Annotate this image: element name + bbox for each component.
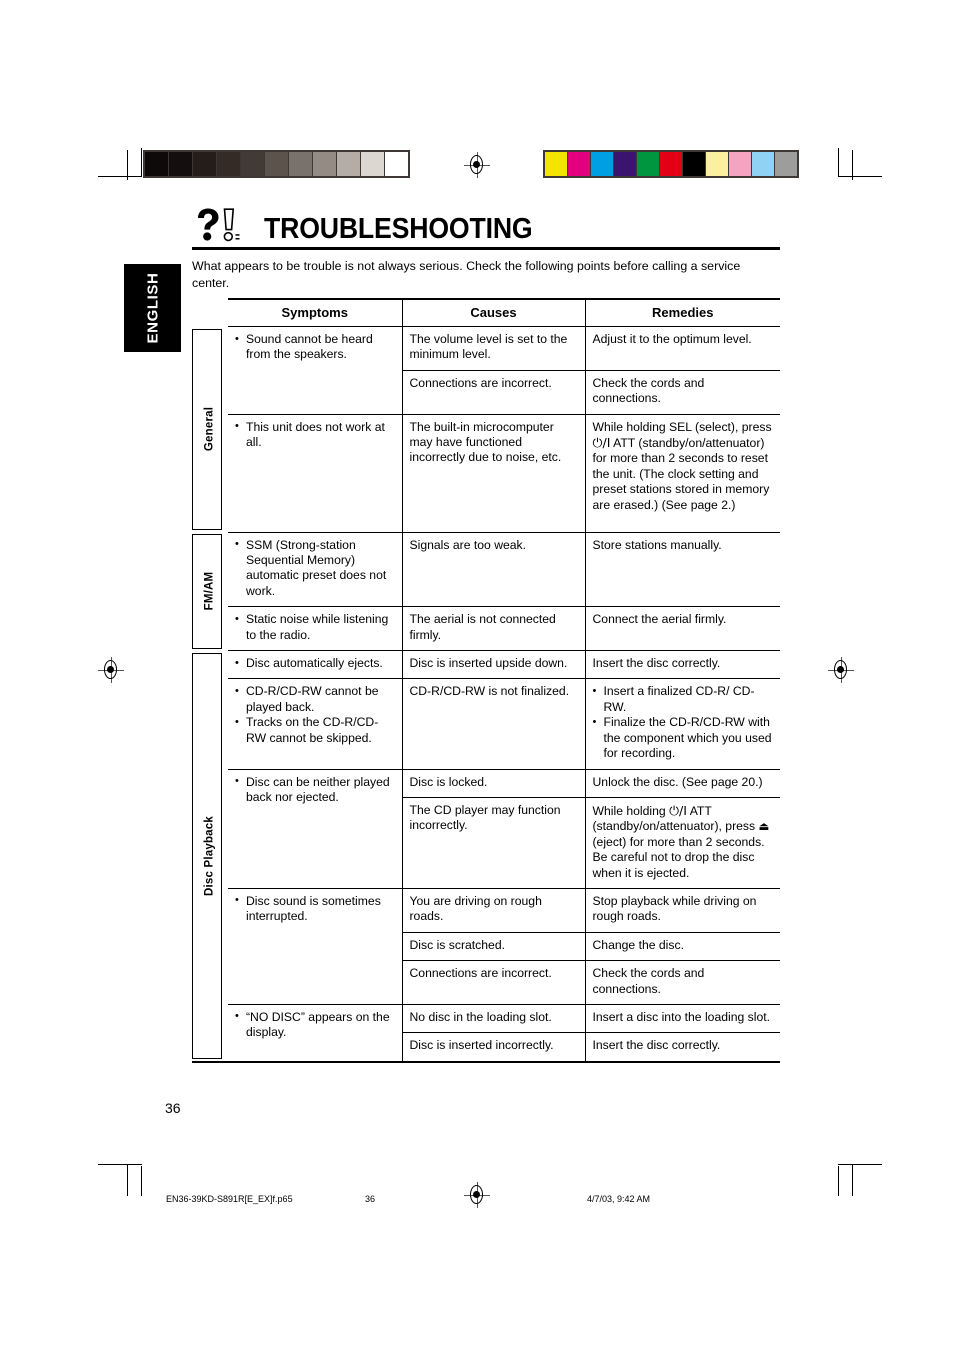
symptom-cell <box>228 414 402 532</box>
page-number: 36 <box>165 1100 181 1116</box>
troubleshooting-table-wrap <box>192 298 780 1063</box>
standby-power-icon: ⏻/I <box>669 802 687 818</box>
remedy-cell: Check the cords and connections. <box>585 961 780 1005</box>
remedy-cell: Store stations manually. <box>585 532 780 607</box>
cause-cell: The volume level is set to the minimum level. <box>402 327 585 371</box>
symptom-item: • Static noise while listening to the radio. <box>235 612 395 643</box>
cause-cell: The aerial is not connected firmly. <box>402 607 585 651</box>
troubleshooting-table <box>192 298 780 1061</box>
footer-file-slug: EN36-39KD-S891R[E_EX]f.p65 <box>166 1194 293 1204</box>
crop-mark-bottom-right-bleed <box>852 1164 853 1196</box>
cause-cell: Disc is scratched. <box>402 932 585 960</box>
table-row <box>192 1004 780 1032</box>
registration-mark-bottom <box>464 1182 490 1208</box>
header-symptoms: Symptoms <box>228 299 402 327</box>
table-bottom-rule <box>192 1061 780 1063</box>
symptom-cell <box>228 607 402 651</box>
color-swatch-9 <box>752 152 774 176</box>
registration-mark-top <box>464 152 490 178</box>
symptom-item: • This unit does not work at all. <box>235 420 395 451</box>
gray-swatch-10 <box>385 152 408 176</box>
symptom-item: • Disc sound is sometimes interrupted. <box>235 894 395 925</box>
remedy-cell: Stop playback while driving on rough roads. <box>585 888 780 932</box>
gray-swatch-4 <box>241 152 264 176</box>
symptom-item: • “NO DISC” appears on the display. <box>235 1010 395 1041</box>
question-exclamation-icon <box>192 208 250 244</box>
eject-icon: ⏏ <box>758 819 770 834</box>
remedy-cell <box>585 414 780 532</box>
grayscale-swatch-strip <box>143 150 410 178</box>
gray-swatch-9 <box>361 152 384 176</box>
color-swatch-7 <box>706 152 728 176</box>
symptom-cell <box>228 532 402 607</box>
color-swatch-10 <box>775 152 797 176</box>
color-swatch-5 <box>660 152 682 176</box>
cause-cell: Disc is inserted incorrectly. <box>402 1033 585 1061</box>
category-cell-general <box>192 327 228 533</box>
cause-cell: CD-R/CD-RW is not finalized. <box>402 679 585 769</box>
table-row <box>192 888 780 932</box>
remedy-cell: Insert a disc into the loading slot. <box>585 1004 780 1032</box>
header-spacer <box>192 299 228 327</box>
table-row <box>192 414 780 532</box>
footer-date-slug: 4/7/03, 9:42 AM <box>587 1194 651 1204</box>
symptom-cell <box>228 679 402 769</box>
table-row <box>192 532 780 607</box>
header-remedies: Remedies <box>585 299 780 327</box>
symptom-item: • Sound cannot be heard from the speakers. <box>235 332 395 363</box>
color-swatch-8 <box>729 152 751 176</box>
symptom-item: • Disc automatically ejects. <box>235 656 395 671</box>
symptom-item: • CD-R/CD-RW cannot be played back. <box>235 684 395 715</box>
standby-power-icon: ⏻/I <box>592 435 611 451</box>
page-title: TROUBLESHOOTING <box>264 213 533 245</box>
remedy-cell <box>585 797 780 888</box>
language-tab-english <box>124 264 181 352</box>
category-cell-fmam <box>192 532 228 650</box>
remedy-cell: Adjust it to the optimum level. <box>585 327 780 371</box>
symptom-item: • Tracks on the CD-R/CD-RW cannot be skipped. <box>235 715 395 746</box>
color-swatch-6 <box>683 152 705 176</box>
registration-mark-left <box>98 657 124 683</box>
remedy-text-after: (eject) for more than 2 seconds. Be careful not to drop the disc when it is ejected. <box>592 834 765 880</box>
remedy-cell: Connect the aerial firmly. <box>585 607 780 651</box>
category-cell-disc-playback <box>192 651 228 1061</box>
symptom-item: • SSM (Strong-station Sequential Memory) automatic preset does not work. <box>235 538 395 600</box>
symptom-cell <box>228 651 402 679</box>
remedy-cell: Unlock the disc. (See page 20.) <box>585 769 780 797</box>
page-header <box>192 206 780 250</box>
crop-mark-bottom-right-v <box>838 1166 839 1196</box>
remedy-cell: Change the disc. <box>585 932 780 960</box>
gray-swatch-2 <box>193 152 216 176</box>
cause-cell: Disc is inserted upside down. <box>402 651 585 679</box>
remedy-text-before: While holding SEL (select), press <box>592 419 772 434</box>
remedy-cell <box>585 679 780 769</box>
remedy-text-after: ATT (standby/on/attenuator) for more than 2 seconds to reset the unit. (The clock setting and preset stations stored in memory are erased.) (See page 2.) <box>592 436 770 512</box>
crop-mark-bottom-left-v <box>141 1166 142 1196</box>
cause-cell: You are driving on rough roads. <box>402 888 585 932</box>
header-causes: Causes <box>402 299 585 327</box>
cause-cell: The CD player may function incorrectly. <box>402 797 585 888</box>
gray-swatch-3 <box>217 152 240 176</box>
crop-mark-bottom-right-h <box>838 1164 882 1165</box>
remedy-text-before: While holding <box>592 803 670 818</box>
gray-swatch-8 <box>337 152 360 176</box>
remedy-cell: Insert the disc correctly. <box>585 1033 780 1061</box>
footer-page-slug: 36 <box>365 1194 376 1204</box>
category-label: General <box>203 407 216 452</box>
color-swatch-2 <box>591 152 613 176</box>
category-label: Disc Playback <box>203 815 216 896</box>
table-row <box>192 679 780 769</box>
symptom-cell <box>228 769 402 888</box>
crop-mark-bottom-left-h <box>98 1164 142 1165</box>
remedy-cell: Insert the disc correctly. <box>585 651 780 679</box>
remedy-cell: Check the cords and connections. <box>585 370 780 414</box>
gray-swatch-6 <box>289 152 312 176</box>
crop-mark-bottom-left-bleed <box>127 1164 128 1196</box>
remedy-text-mid: ATT (standby/on/attenuator), press <box>592 803 759 834</box>
category-label: FM/AM <box>203 572 216 611</box>
intro-paragraph: What appears to be trouble is not always serious. Check the following points before calling a service center. <box>192 259 741 290</box>
cause-cell: Disc is locked. <box>402 769 585 797</box>
symptom-cell <box>228 327 402 415</box>
gray-swatch-0 <box>145 152 168 176</box>
color-swatch-strip <box>543 150 799 178</box>
remedy-item: • Insert a finalized CD-R/ CD-RW. <box>593 684 774 715</box>
language-tab-label: ENGLISH <box>144 272 161 344</box>
gray-swatch-5 <box>265 152 288 176</box>
table-header-row <box>192 299 780 327</box>
color-swatch-3 <box>614 152 636 176</box>
cause-cell: No disc in the loading slot. <box>402 1004 585 1032</box>
color-swatch-4 <box>637 152 659 176</box>
color-swatch-0 <box>545 152 567 176</box>
symptom-item: • Disc can be neither played back nor ejected. <box>235 775 395 806</box>
table-row <box>192 769 780 797</box>
gray-swatch-7 <box>313 152 336 176</box>
symptom-cell <box>228 888 402 1004</box>
remedy-item: • Finalize the CD-R/CD-RW with the component which you used for recording. <box>593 715 774 761</box>
table-row <box>192 607 780 651</box>
cause-cell: Signals are too weak. <box>402 532 585 607</box>
table-row <box>192 651 780 679</box>
cause-cell: Connections are incorrect. <box>402 961 585 1005</box>
symptom-cell <box>228 1004 402 1060</box>
cause-cell: Connections are incorrect. <box>402 370 585 414</box>
gray-swatch-1 <box>169 152 192 176</box>
cause-cell: The built-in microcomputer may have functioned incorrectly due to noise, etc. <box>402 414 585 532</box>
title-divider <box>192 247 780 250</box>
registration-mark-right <box>828 657 854 683</box>
table-row <box>192 327 780 371</box>
color-swatch-1 <box>568 152 590 176</box>
